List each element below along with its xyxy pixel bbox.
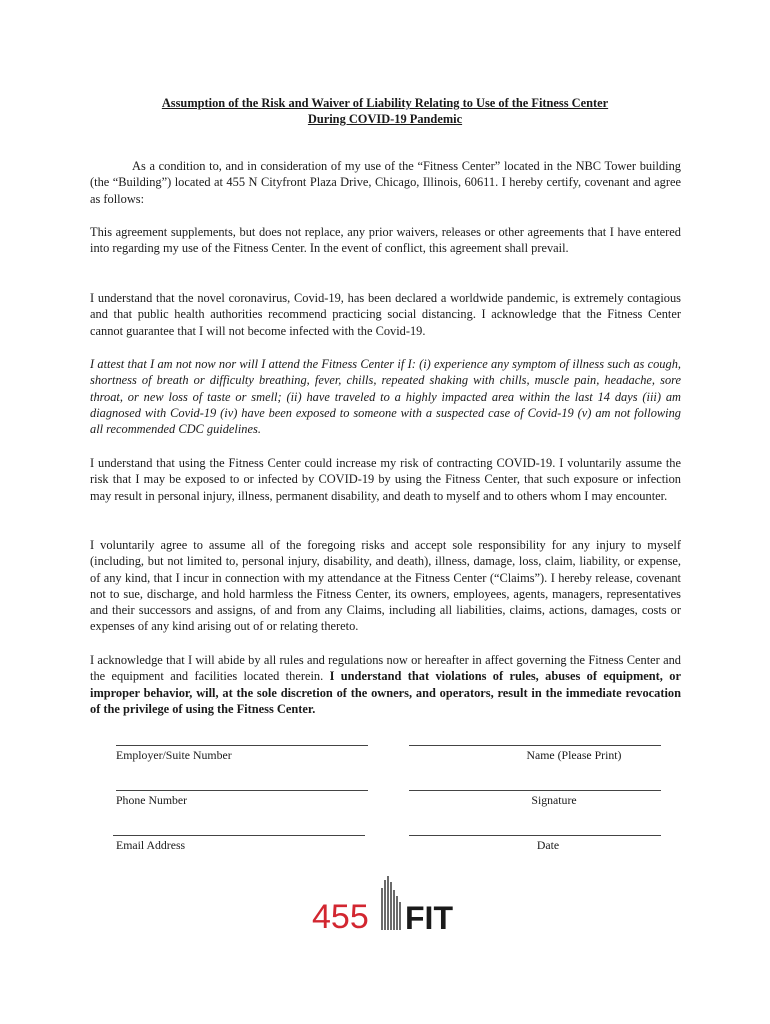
name-line[interactable] (409, 745, 661, 746)
document-title (90, 95, 680, 127)
phone-label: Phone Number (116, 793, 188, 807)
date-label: Date (536, 838, 560, 852)
date-line[interactable] (409, 835, 661, 836)
title-line-1: Assumption of the Risk and Waiver of Liability Relating to Use of the Fitness Center (161, 96, 609, 110)
tower-icon (382, 876, 400, 930)
title-line-2: During COVID-19 Pandemic (307, 112, 463, 126)
logo-graphic (312, 876, 462, 934)
phone-line[interactable] (116, 790, 368, 791)
attestation-paragraph: I attest that I am not now nor will I attend the Fitness Center if I: (i) experience any symptom of illness such as cough, shortness of breath or difficulty breathing, fever, chills, repeated shaking with chills, muscle pain, headache, sore throat, or new loss of taste or smell; (ii) have traveled to a highly impacted area within the last 14 days (iii) am diagnosed with Covid-19 (iv) have been exposed to someone with a suspected case of Covid-19 (v) am not following all recommended CDC guidelines. (90, 357, 681, 437)
release-paragraph: I voluntarily agree to assume all of the foregoing risks and accept sole responsibility for any injury to myself (including, but not limited to, personal injury, disability, and death), illness, damage, loss, claim, liability, or expense, of any kind, that I incur in connection with my attendance at the Fitness Center (“Claims”). I hereby release, covenant not to sue, discharge, and hold harmless the Fitness Center, its owners, employees, agents, managers, representatives and their successors and assigns, of and from any Claims, including all liabilities, claims, actions, damages, costs or expenses of any kind arising out of or relating thereto. (90, 538, 681, 634)
signature-label: Signature (531, 793, 577, 807)
supplement-paragraph: This agreement supplements, but does not replace, any prior waivers, releases or other agreements that I have entered into regarding my use of the Fitness Center. In the event of conflict, this agreement shall prevail. (90, 225, 681, 256)
signature-line[interactable] (409, 790, 661, 791)
coronavirus-paragraph: I understand that the novel coronavirus, Covid-19, has been declared a worldwide pandemic, is extremely contagious and that public health authorities recommend practicing social distancing. I acknowledge that the Fitness Center cannot guarantee that I will not become infected with the Covid-19. (90, 291, 681, 338)
employer-label: Employer/Suite Number (116, 748, 232, 762)
rules-violation-text: I understand that violations of rules, abuses of equipment, or improper behavior, will, at the sole discretion of the owners, and operators, result in the immediate revocation of the privilege of using the Fitness Center. (90, 669, 681, 716)
455-fit-logo (312, 876, 462, 934)
logo-word: FIT (405, 900, 453, 934)
email-label: Email Address (116, 838, 186, 852)
intro-paragraph: As a condition to, and in consideration of my use of the “Fitness Center” located in the NBC Tower building (the “Building”) located at 455 N Cityfront Plaza Drive, Chicago, Illinois, 60611. I hereby certify, covenant and agree as follows: (90, 159, 681, 206)
rules-text: I acknowledge that I will abide by all rules and regulations now or hereafter in affect governing the Fitness Center and the equipment and facilities located therein. (90, 653, 681, 684)
logo-number: 455 (312, 898, 369, 934)
employer-line[interactable] (116, 745, 368, 746)
risk-paragraph: I understand that using the Fitness Center could increase my risk of contracting COVID-19. I voluntarily assume the risk that I may be exposed to or infected by COVID-19 by using the Fitness Center, that such exposure or infection may result in personal injury, illness, permanent disability, and death to myself and to others whom I may encounter. (90, 456, 681, 503)
name-label: Name (Please Print) (526, 748, 622, 762)
rules-paragraph (90, 652, 681, 717)
email-line[interactable] (113, 835, 365, 836)
